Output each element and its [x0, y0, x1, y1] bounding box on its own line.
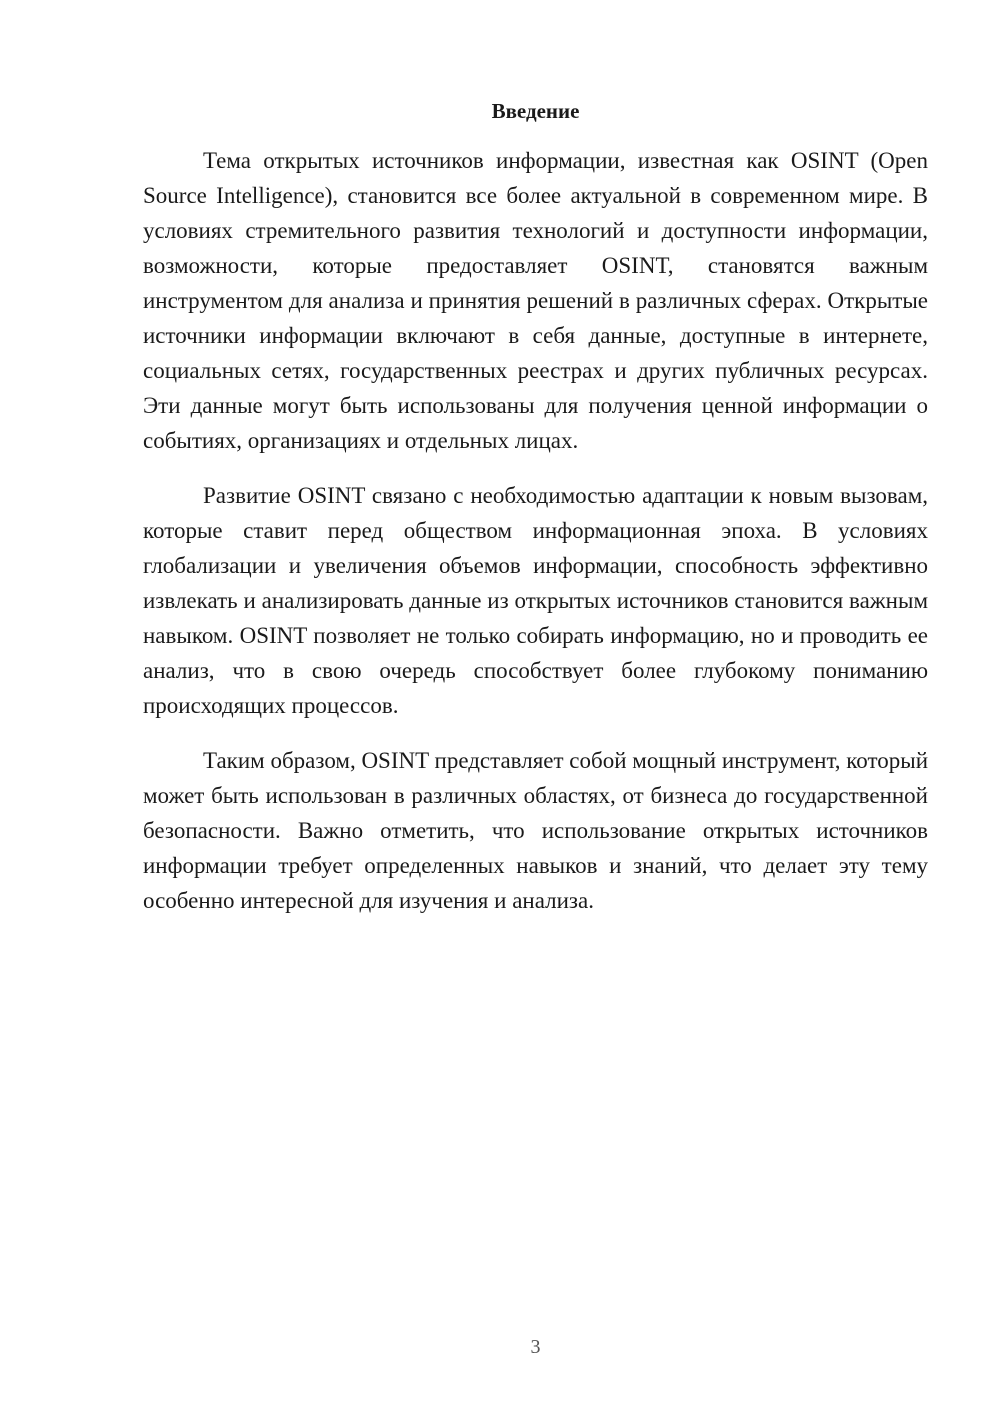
paragraph-3: Таким образом, OSINT представляет собой мощный инструмент, который может быть использован в различных областях, от бизнеса до государственной безопасности. Важно отметить, что использование открытых источников информации требует определенных навыков и знаний, что делает эту тему особенно интересной для изучения и анализа. — [143, 748, 929, 913]
page-number: 3 — [530, 1336, 541, 1358]
body-text — [143, 143, 928, 938]
paragraph-2: Развитие OSINT связано с необходимостью адаптации к новым вызовам, которые ставит перед обществом информационная эпоха. В условиях глобализации и увеличения объемов информации, способность эффективно извлекать и анализировать данные из открытых источников становится важным навыком. OSINT позволяет не только собирать информацию, но и проводить ее анализ, что в свою очередь способствует более глубокому пониманию происходящих процессов. — [143, 483, 928, 718]
paragraph-1: Тема открытых источников информации, известная как OSINT (Open Source Intelligence), становится все более актуальной в современном мире. В условиях стремительного развития технологий и доступности информации, возможности, которые предоставляет OSINT, становятся важным инструментом для анализа и принятия решений в различных сферах. Открытые источники информации включают в себя данные, доступные в интернете, социальных сетях, государственных реестрах и других публичных ресурсах. Эти данные могут быть использованы для получения ценной информации о событиях, организациях и отдельных лицах. — [143, 148, 928, 453]
section-heading: Введение — [491, 99, 580, 123]
